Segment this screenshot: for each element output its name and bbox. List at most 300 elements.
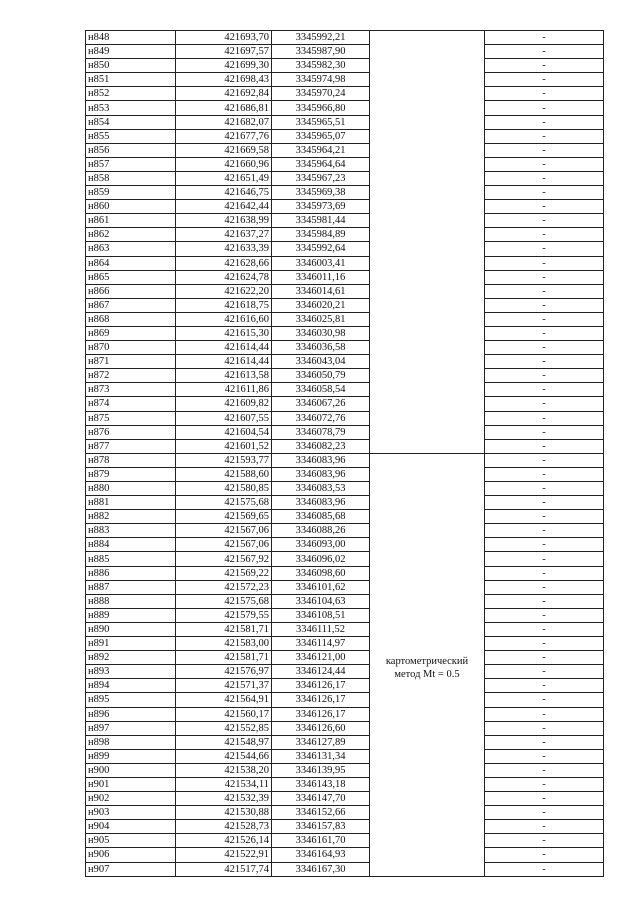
table-row [86, 270, 604, 284]
point-number-cell: н859 [86, 186, 176, 200]
table-row [86, 256, 604, 270]
table-row [86, 369, 604, 383]
value-cell: - [485, 735, 604, 749]
y-coordinate-cell: 3345984,89 [272, 228, 370, 242]
table-row [86, 651, 604, 665]
point-number-cell: н891 [86, 637, 176, 651]
x-coordinate-cell: 421534,11 [176, 777, 272, 791]
table-row [86, 820, 604, 834]
table-row [86, 622, 604, 636]
value-cell: - [485, 552, 604, 566]
y-coordinate-cell: 3346126,17 [272, 693, 370, 707]
y-coordinate-cell: 3346098,60 [272, 566, 370, 580]
value-cell: - [485, 369, 604, 383]
y-coordinate-cell: 3346088,26 [272, 524, 370, 538]
y-coordinate-cell: 3346093,00 [272, 538, 370, 552]
y-coordinate-cell: 3346152,66 [272, 806, 370, 820]
table-row [86, 496, 604, 510]
method-cell-empty [370, 143, 485, 157]
point-number-cell: н890 [86, 622, 176, 636]
y-coordinate-cell: 3346078,79 [272, 425, 370, 439]
method-description-cell [370, 453, 485, 876]
y-coordinate-cell: 3346030,98 [272, 326, 370, 340]
table-row [86, 228, 604, 242]
x-coordinate-cell: 421580,85 [176, 482, 272, 496]
table-row [86, 777, 604, 791]
x-coordinate-cell: 421567,92 [176, 552, 272, 566]
y-coordinate-cell: 3346020,21 [272, 298, 370, 312]
value-cell: - [485, 87, 604, 101]
coordinates-table [85, 30, 604, 877]
x-coordinate-cell: 421601,52 [176, 439, 272, 453]
y-coordinate-cell: 3346143,18 [272, 777, 370, 791]
y-coordinate-cell: 3346025,81 [272, 312, 370, 326]
value-cell: - [485, 608, 604, 622]
point-number-cell: н902 [86, 792, 176, 806]
y-coordinate-cell: 3346126,17 [272, 707, 370, 721]
value-cell: - [485, 270, 604, 284]
x-coordinate-cell: 421622,20 [176, 284, 272, 298]
value-cell: - [485, 806, 604, 820]
y-coordinate-cell: 3345964,64 [272, 157, 370, 171]
value-cell: - [485, 284, 604, 298]
value-cell: - [485, 665, 604, 679]
x-coordinate-cell: 421616,60 [176, 312, 272, 326]
value-cell: - [485, 834, 604, 848]
x-coordinate-cell: 421522,91 [176, 848, 272, 862]
x-coordinate-cell: 421517,74 [176, 862, 272, 876]
x-coordinate-cell: 421579,55 [176, 608, 272, 622]
y-coordinate-cell: 3345992,21 [272, 31, 370, 45]
point-number-cell: н864 [86, 256, 176, 270]
table-row [86, 510, 604, 524]
method-cell-empty [370, 200, 485, 214]
x-coordinate-cell: 421692,84 [176, 87, 272, 101]
value-cell: - [485, 467, 604, 481]
table-row [86, 186, 604, 200]
x-coordinate-cell: 421526,14 [176, 834, 272, 848]
y-coordinate-cell: 3346111,52 [272, 622, 370, 636]
table-row [86, 679, 604, 693]
x-coordinate-cell: 421638,99 [176, 214, 272, 228]
table-row [86, 721, 604, 735]
table-row [86, 453, 604, 467]
x-coordinate-cell: 421588,60 [176, 467, 272, 481]
y-coordinate-cell: 3346108,51 [272, 608, 370, 622]
value-cell: - [485, 651, 604, 665]
value-cell: - [485, 312, 604, 326]
method-cell-empty [370, 256, 485, 270]
table-row [86, 594, 604, 608]
table-row [86, 439, 604, 453]
table-row [86, 143, 604, 157]
method-cell-empty [370, 383, 485, 397]
x-coordinate-cell: 421614,44 [176, 341, 272, 355]
table-row [86, 707, 604, 721]
value-cell: - [485, 200, 604, 214]
y-coordinate-cell: 3346072,76 [272, 411, 370, 425]
table-row [86, 397, 604, 411]
x-coordinate-cell: 421572,23 [176, 580, 272, 594]
y-coordinate-cell: 3346085,68 [272, 510, 370, 524]
y-coordinate-cell: 3346139,95 [272, 763, 370, 777]
table-row [86, 425, 604, 439]
table-row [86, 101, 604, 115]
table-row [86, 383, 604, 397]
table-row [86, 665, 604, 679]
value-cell: - [485, 31, 604, 45]
point-number-cell: н851 [86, 73, 176, 87]
x-coordinate-cell: 421604,54 [176, 425, 272, 439]
y-coordinate-cell: 3346126,17 [272, 679, 370, 693]
value-cell: - [485, 496, 604, 510]
point-number-cell: н852 [86, 87, 176, 101]
y-coordinate-cell: 3346164,93 [272, 848, 370, 862]
method-cell-empty [370, 411, 485, 425]
y-coordinate-cell: 3346083,96 [272, 467, 370, 481]
point-number-cell: н853 [86, 101, 176, 115]
y-coordinate-cell: 3345965,51 [272, 115, 370, 129]
method-cell-empty [370, 242, 485, 256]
x-coordinate-cell: 421581,71 [176, 622, 272, 636]
value-cell: - [485, 256, 604, 270]
x-coordinate-cell: 421538,20 [176, 763, 272, 777]
x-coordinate-cell: 421615,30 [176, 326, 272, 340]
point-number-cell: н866 [86, 284, 176, 298]
value-cell: - [485, 341, 604, 355]
point-number-cell: н878 [86, 453, 176, 467]
method-cell-empty [370, 115, 485, 129]
table-row [86, 792, 604, 806]
value-cell: - [485, 439, 604, 453]
value-cell: - [485, 566, 604, 580]
x-coordinate-cell: 421564,91 [176, 693, 272, 707]
table-row [86, 834, 604, 848]
value-cell: - [485, 355, 604, 369]
point-number-cell: н858 [86, 171, 176, 185]
x-coordinate-cell: 421548,97 [176, 735, 272, 749]
y-coordinate-cell: 3346083,96 [272, 453, 370, 467]
table-row [86, 848, 604, 862]
point-number-cell: н861 [86, 214, 176, 228]
x-coordinate-cell: 421637,27 [176, 228, 272, 242]
value-cell: - [485, 73, 604, 87]
point-number-cell: н887 [86, 580, 176, 594]
x-coordinate-cell: 421611,86 [176, 383, 272, 397]
y-coordinate-cell: 3345970,24 [272, 87, 370, 101]
point-number-cell: н897 [86, 721, 176, 735]
table-row [86, 45, 604, 59]
value-cell: - [485, 186, 604, 200]
point-number-cell: н889 [86, 608, 176, 622]
y-coordinate-cell: 3345973,69 [272, 200, 370, 214]
point-number-cell: н870 [86, 341, 176, 355]
x-coordinate-cell: 421530,88 [176, 806, 272, 820]
y-coordinate-cell: 3346058,54 [272, 383, 370, 397]
method-name: картометрический [385, 655, 469, 667]
method-cell-empty [370, 228, 485, 242]
x-coordinate-cell: 421613,58 [176, 369, 272, 383]
method-cell-empty [370, 73, 485, 87]
x-coordinate-cell: 421593,77 [176, 453, 272, 467]
value-cell: - [485, 637, 604, 651]
y-coordinate-cell: 3346127,89 [272, 735, 370, 749]
table-row [86, 59, 604, 73]
point-number-cell: н869 [86, 326, 176, 340]
y-coordinate-cell: 3346096,02 [272, 552, 370, 566]
point-number-cell: н880 [86, 482, 176, 496]
y-coordinate-cell: 3346147,70 [272, 792, 370, 806]
table-row [86, 242, 604, 256]
value-cell: - [485, 397, 604, 411]
point-number-cell: н857 [86, 157, 176, 171]
table-row [86, 467, 604, 481]
value-cell: - [485, 524, 604, 538]
point-number-cell: н901 [86, 777, 176, 791]
point-number-cell: н873 [86, 383, 176, 397]
table-row [86, 73, 604, 87]
method-cell-empty [370, 425, 485, 439]
point-number-cell: н865 [86, 270, 176, 284]
x-coordinate-cell: 421677,76 [176, 129, 272, 143]
y-coordinate-cell: 3345967,23 [272, 171, 370, 185]
point-number-cell: н856 [86, 143, 176, 157]
table-row [86, 200, 604, 214]
x-coordinate-cell: 421567,06 [176, 524, 272, 538]
value-cell: - [485, 792, 604, 806]
value-cell: - [485, 580, 604, 594]
value-cell: - [485, 59, 604, 73]
point-number-cell: н860 [86, 200, 176, 214]
method-accuracy: метод Mt = 0.5 [394, 668, 460, 680]
point-number-cell: н862 [86, 228, 176, 242]
value-cell: - [485, 45, 604, 59]
method-cell-empty [370, 355, 485, 369]
x-coordinate-cell: 421567,06 [176, 538, 272, 552]
point-number-cell: н903 [86, 806, 176, 820]
x-coordinate-cell: 421544,66 [176, 749, 272, 763]
x-coordinate-cell: 421583,00 [176, 637, 272, 651]
point-number-cell: н906 [86, 848, 176, 862]
y-coordinate-cell: 3345992,64 [272, 242, 370, 256]
value-cell: - [485, 383, 604, 397]
y-coordinate-cell: 3346083,53 [272, 482, 370, 496]
x-coordinate-cell: 421698,43 [176, 73, 272, 87]
table-row [86, 355, 604, 369]
method-cell-empty [370, 397, 485, 411]
x-coordinate-cell: 421618,75 [176, 298, 272, 312]
table-row [86, 538, 604, 552]
point-number-cell: н863 [86, 242, 176, 256]
value-cell: - [485, 298, 604, 312]
point-number-cell: н876 [86, 425, 176, 439]
y-coordinate-cell: 3345987,90 [272, 45, 370, 59]
table-row [86, 31, 604, 45]
point-number-cell: н898 [86, 735, 176, 749]
y-coordinate-cell: 3346161,70 [272, 834, 370, 848]
value-cell: - [485, 326, 604, 340]
x-coordinate-cell: 421532,39 [176, 792, 272, 806]
y-coordinate-cell: 3345964,21 [272, 143, 370, 157]
x-coordinate-cell: 421575,68 [176, 496, 272, 510]
point-number-cell: н886 [86, 566, 176, 580]
point-number-cell: н875 [86, 411, 176, 425]
y-coordinate-cell: 3346121,00 [272, 651, 370, 665]
value-cell: - [485, 143, 604, 157]
x-coordinate-cell: 421581,71 [176, 651, 272, 665]
point-number-cell: н879 [86, 467, 176, 481]
y-coordinate-cell: 3346014,61 [272, 284, 370, 298]
value-cell: - [485, 214, 604, 228]
table-row [86, 171, 604, 185]
method-cell-empty [370, 59, 485, 73]
value-cell: - [485, 679, 604, 693]
table-row [86, 693, 604, 707]
table-row [86, 298, 604, 312]
point-number-cell: н895 [86, 693, 176, 707]
value-cell: - [485, 777, 604, 791]
x-coordinate-cell: 421669,58 [176, 143, 272, 157]
point-number-cell: н868 [86, 312, 176, 326]
method-cell-empty [370, 31, 485, 45]
value-cell: - [485, 242, 604, 256]
table-row [86, 129, 604, 143]
point-number-cell: н888 [86, 594, 176, 608]
method-cell-empty [370, 439, 485, 453]
value-cell: - [485, 510, 604, 524]
x-coordinate-cell: 421571,37 [176, 679, 272, 693]
y-coordinate-cell: 3346050,79 [272, 369, 370, 383]
y-coordinate-cell: 3346126,60 [272, 721, 370, 735]
y-coordinate-cell: 3345981,44 [272, 214, 370, 228]
table-row [86, 326, 604, 340]
x-coordinate-cell: 421575,68 [176, 594, 272, 608]
x-coordinate-cell: 421682,07 [176, 115, 272, 129]
value-cell: - [485, 594, 604, 608]
method-cell-empty [370, 157, 485, 171]
value-cell: - [485, 538, 604, 552]
value-cell: - [485, 101, 604, 115]
x-coordinate-cell: 421614,44 [176, 355, 272, 369]
point-number-cell: н893 [86, 665, 176, 679]
method-cell-empty [370, 214, 485, 228]
point-number-cell: н855 [86, 129, 176, 143]
value-cell: - [485, 820, 604, 834]
value-cell: - [485, 171, 604, 185]
x-coordinate-cell: 421628,66 [176, 256, 272, 270]
point-number-cell: н904 [86, 820, 176, 834]
x-coordinate-cell: 421693,70 [176, 31, 272, 45]
y-coordinate-cell: 3345969,38 [272, 186, 370, 200]
point-number-cell: н867 [86, 298, 176, 312]
point-number-cell: н885 [86, 552, 176, 566]
point-number-cell: н882 [86, 510, 176, 524]
y-coordinate-cell: 3345974,98 [272, 73, 370, 87]
point-number-cell: н892 [86, 651, 176, 665]
table-row [86, 157, 604, 171]
point-number-cell: н884 [86, 538, 176, 552]
y-coordinate-cell: 3345965,07 [272, 129, 370, 143]
y-coordinate-cell: 3346082,23 [272, 439, 370, 453]
point-number-cell: н907 [86, 862, 176, 876]
value-cell: - [485, 763, 604, 777]
x-coordinate-cell: 421686,81 [176, 101, 272, 115]
value-cell: - [485, 622, 604, 636]
point-number-cell: н871 [86, 355, 176, 369]
value-cell: - [485, 693, 604, 707]
x-coordinate-cell: 421552,85 [176, 721, 272, 735]
y-coordinate-cell: 3346003,41 [272, 256, 370, 270]
y-coordinate-cell: 3345982,30 [272, 59, 370, 73]
y-coordinate-cell: 3346104,63 [272, 594, 370, 608]
value-cell: - [485, 848, 604, 862]
table-row [86, 87, 604, 101]
table-row [86, 806, 604, 820]
method-cell-empty [370, 270, 485, 284]
value-cell: - [485, 115, 604, 129]
table-row [86, 284, 604, 298]
table-row [86, 482, 604, 496]
point-number-cell: н883 [86, 524, 176, 538]
table-row [86, 566, 604, 580]
method-cell-empty [370, 87, 485, 101]
y-coordinate-cell: 3346124,44 [272, 665, 370, 679]
method-cell-empty [370, 298, 485, 312]
method-cell-empty [370, 186, 485, 200]
point-number-cell: н854 [86, 115, 176, 129]
value-cell: - [485, 749, 604, 763]
x-coordinate-cell: 421560,17 [176, 707, 272, 721]
x-coordinate-cell: 421633,39 [176, 242, 272, 256]
method-cell-empty [370, 326, 485, 340]
y-coordinate-cell: 3346101,62 [272, 580, 370, 594]
point-number-cell: н881 [86, 496, 176, 510]
x-coordinate-cell: 421697,57 [176, 45, 272, 59]
table-row [86, 214, 604, 228]
table-row [86, 524, 604, 538]
table-row [86, 637, 604, 651]
method-cell-empty [370, 341, 485, 355]
y-coordinate-cell: 3346131,34 [272, 749, 370, 763]
point-number-cell: н900 [86, 763, 176, 777]
method-cell-empty [370, 312, 485, 326]
table-row [86, 749, 604, 763]
table-row [86, 411, 604, 425]
y-coordinate-cell: 3345966,80 [272, 101, 370, 115]
y-coordinate-cell: 3346157,83 [272, 820, 370, 834]
value-cell: - [485, 862, 604, 876]
table-row [86, 608, 604, 622]
coordinates-table-body [86, 31, 604, 877]
x-coordinate-cell: 421660,96 [176, 157, 272, 171]
point-number-cell: н899 [86, 749, 176, 763]
value-cell: - [485, 425, 604, 439]
table-row [86, 552, 604, 566]
x-coordinate-cell: 421646,75 [176, 186, 272, 200]
y-coordinate-cell: 3346043,04 [272, 355, 370, 369]
y-coordinate-cell: 3346083,96 [272, 496, 370, 510]
table-row [86, 763, 604, 777]
method-cell-empty [370, 171, 485, 185]
x-coordinate-cell: 421651,49 [176, 171, 272, 185]
point-number-cell: н877 [86, 439, 176, 453]
x-coordinate-cell: 421569,22 [176, 566, 272, 580]
point-number-cell: н872 [86, 369, 176, 383]
point-number-cell: н896 [86, 707, 176, 721]
point-number-cell: н894 [86, 679, 176, 693]
point-number-cell: н849 [86, 45, 176, 59]
y-coordinate-cell: 3346067,26 [272, 397, 370, 411]
